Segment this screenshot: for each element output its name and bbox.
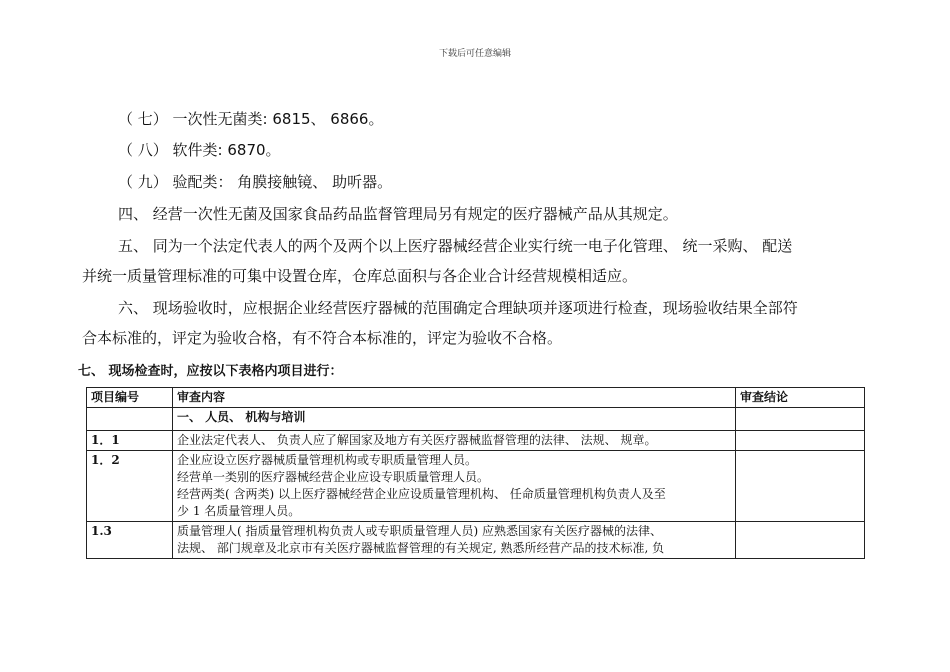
row-id: 1．2 [87,451,173,522]
header-content: 审查内容 [173,388,736,408]
paragraph-item-5-line1: 五、 同为一个法定代表人的两个及两个以上医疗器械经营企业实行统一电子化管理、 统一采购、 配送 [118,237,793,255]
row-id: 1．1 [87,431,173,451]
row-content-line: 经营两类( 含两类) 以上医疗器械经营企业应设质量管理机构、 任命质量管理机构负责人及至 [177,487,666,501]
row-content-line: 经营单一类别的医疗器械经营企业应设专职质量管理人员。 [177,470,490,484]
row-result-cell [736,431,865,451]
row-result-cell [736,522,865,559]
row-id: 1.3 [87,522,173,559]
row-content-line: 质量管理人( 指质量管理机构负责人或专职质量管理人员) 应熟悉国家有关医疗器械的法律、 [177,524,662,538]
table-category-row [87,408,865,431]
table-row [87,431,865,451]
paragraph-class-9: （ 九） 验配类： 角膜接触镜、 助听器。 [118,173,393,191]
paragraph-item-6-line2: 合本标准的，评定为验收合格，有不符合本标准的，评定为验收不合格。 [82,329,563,347]
row-content [173,451,736,522]
row-content-line: 少 1 名质量管理人员。 [177,504,301,518]
row-result-cell [736,451,865,522]
row-content: 企业法定代表人、 负责人应了解国家及地方有关医疗器械监督管理的法律、 法规、 规章。 [173,431,736,451]
category-label: 一、 人员、 机构与培训 [173,408,736,431]
paragraph-item-4: 四、 经营一次性无菌及国家食品药品监督管理局另有规定的医疗器械产品从其规定。 [118,205,678,223]
row-content [173,522,736,559]
header-id: 项目编号 [87,388,173,408]
table-row [87,451,865,522]
paragraph-class-7: （ 七） 一次性无菌类: 6815、 6866。 [118,110,384,128]
paragraph-class-8: （ 八） 软件类: 6870。 [118,141,281,159]
section-heading: 七、 现场检查时，应按以下表格内项目进行： [78,364,343,379]
row-content-line: 法规、 部门规章及北京市有关医疗器械监督管理的有关规定, 熟悉所经营产品的技术标准, 负 [177,541,665,555]
table-header-row [87,388,865,408]
category-id-cell [87,408,173,431]
review-table [86,387,865,559]
table-row [87,522,865,559]
page-header: 下载后可任意编辑 [438,49,511,59]
header-result: 审查结论 [736,388,865,408]
category-result-cell [736,408,865,431]
row-content-line: 企业应设立医疗器械质量管理机构或专职质量管理人员。 [177,453,478,467]
paragraph-item-6-line1: 六、 现场验收时，应根据企业经营医疗器械的范围确定合理缺项并逐项进行检查，现场验收结果全部符 [118,299,798,317]
paragraph-item-5-line2: 并统一质量管理标准的可集中设置仓库，仓库总面积与各企业合计经营规模相适应。 [82,267,638,285]
